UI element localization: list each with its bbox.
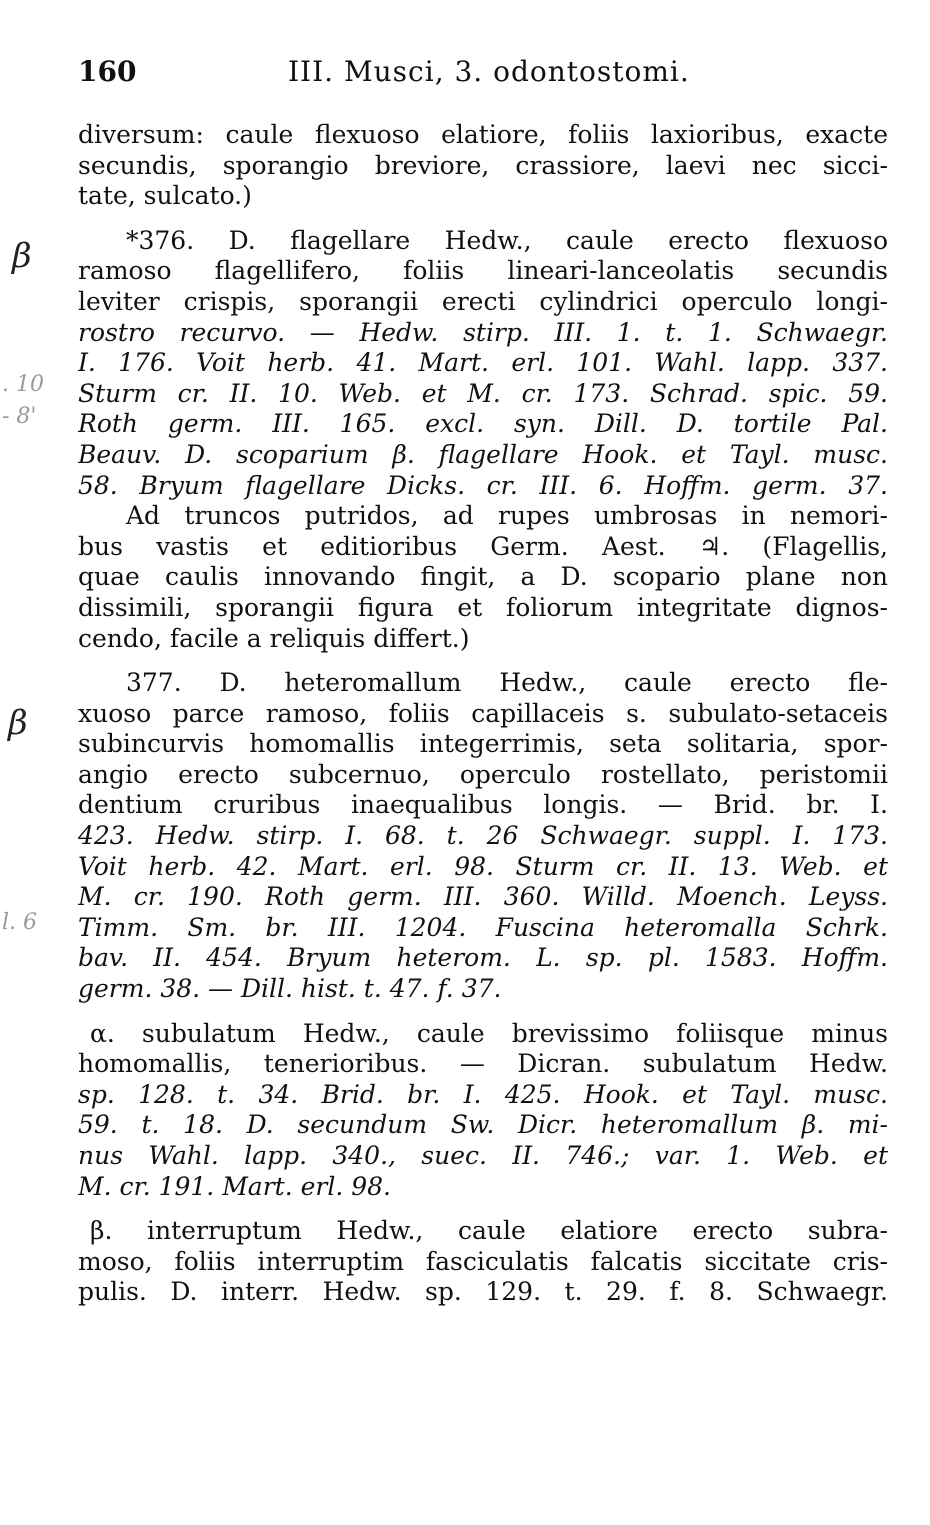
text-line: M. cr. 191. Mart. erl. 98. bbox=[78, 1171, 391, 1201]
margin-note: β bbox=[12, 236, 32, 276]
text-line: subincurvis homomallis integerrimis, seta solitaria, spor- bbox=[78, 729, 888, 759]
running-title: III. Musci, 3. odontostomi. bbox=[288, 55, 690, 88]
text-line: moso, foliis interruptim fasciculatis falcatis siccitate cris- bbox=[78, 1246, 888, 1276]
margin-note: . 10 bbox=[2, 372, 44, 397]
text-line: rostro recurvo. — Hedw. stirp. III. 1. t. 1. Schwaegr. bbox=[78, 317, 888, 347]
text-line: secundis, sporangio breviore, crassiore, laevi nec sicci- bbox=[78, 150, 888, 180]
species-heading-line: 377. D. heteromallum Hedw., caule erecto fle- bbox=[126, 668, 888, 698]
variety-heading-line: α. subulatum Hedw., caule brevissimo foliisque minus bbox=[90, 1018, 888, 1048]
text-line: bav. II. 454. Bryum heterom. L. sp. pl. 1583. Hoffm. bbox=[78, 943, 888, 973]
text-line: 58. Bryum flagellare Dicks. cr. III. 6. Hoffm. germ. 37. bbox=[78, 470, 888, 500]
text-line: Roth germ. III. 165. excl. syn. Dill. D. tortile Pal. bbox=[78, 409, 888, 439]
variety-heading-line: β. interruptum Hedw., caule elatiore erecto subra- bbox=[90, 1216, 888, 1246]
text-line: homomallis, tenerioribus. — Dicran. subulatum Hedw. bbox=[78, 1049, 888, 1079]
page-number: 160 bbox=[78, 55, 137, 88]
text-line: I. 176. Voit herb. 41. Mart. erl. 101. Wahl. lapp. 337. bbox=[78, 348, 888, 378]
margin-note: - 8' bbox=[2, 404, 37, 429]
text-line: Voit herb. 42. Mart. erl. 98. Sturm cr. II. 13. Web. et bbox=[78, 851, 888, 881]
text-line: nus Wahl. lapp. 340., suec. II. 746.; var. 1. Web. et bbox=[78, 1141, 888, 1170]
text-line: 423. Hedw. stirp. I. 68. t. 26 Schwaegr. suppl. I. 173. bbox=[78, 821, 888, 851]
text-line: dissimili, sporangii figura et foliorum integritate dignos- bbox=[78, 592, 888, 622]
text-line: leviter crispis, sporangii erecti cylindrici operculo longi- bbox=[78, 286, 888, 316]
running-head bbox=[78, 52, 698, 92]
text-line: cendo, facile a reliquis differt.) bbox=[78, 623, 470, 653]
species-heading-line: *376. D. flagellare Hedw., caule erecto flexuoso bbox=[126, 225, 888, 255]
text-line: germ. 38. — Dill. hist. t. 47. f. 37. bbox=[78, 974, 502, 1004]
margin-note: β bbox=[8, 703, 28, 743]
text-line: sp. 128. t. 34. Brid. br. I. 425. Hook. et Tayl. musc. bbox=[78, 1079, 888, 1109]
text-line: 59. t. 18. D. secundum Sw. Dicr. heteromallum β. mi- bbox=[78, 1110, 888, 1140]
text-line: Sturm cr. II. 10. Web. et M. cr. 173. Schrad. spic. 59. bbox=[78, 378, 888, 408]
text-line: M. cr. 190. Roth germ. III. 360. Willd. Moench. Leyss. bbox=[78, 882, 888, 912]
text-line: ramoso flagellifero, foliis lineari-lanceolatis secundis bbox=[78, 256, 888, 286]
text-line: tate, sulcato.) bbox=[78, 181, 252, 211]
text-line: dentium cruribus inaequalibus longis. — Brid. br. I. bbox=[78, 790, 888, 820]
text-line: Beauv. D. scoparium β. flagellare Hook. et Tayl. musc. bbox=[78, 439, 888, 469]
text-line: bus vastis et editioribus Germ. Aest. ♃. (Flagellis, bbox=[78, 531, 888, 561]
margin-note: l. 6 bbox=[2, 910, 38, 935]
text-line: Timm. Sm. br. III. 1204. Fuscina heteromalla Schrk. bbox=[78, 912, 888, 942]
text-line: pulis. D. interr. Hedw. sp. 129. t. 29. f. 8. Schwaegr. bbox=[78, 1277, 888, 1307]
text-line: diversum: caule flexuoso elatiore, foliis laxioribus, exacte bbox=[78, 120, 888, 149]
text-line: quae caulis innovando fingit, a D. scopario plane non bbox=[78, 562, 888, 592]
text-line: Ad truncos putridos, ad rupes umbrosas in nemori- bbox=[126, 501, 888, 531]
text-line: angio erecto subcernuo, operculo rostellato, peristomii bbox=[78, 759, 888, 789]
text-line: xuoso parce ramoso, foliis capillaceis s. subulato-setaceis bbox=[78, 698, 888, 728]
body-text bbox=[78, 120, 888, 1308]
